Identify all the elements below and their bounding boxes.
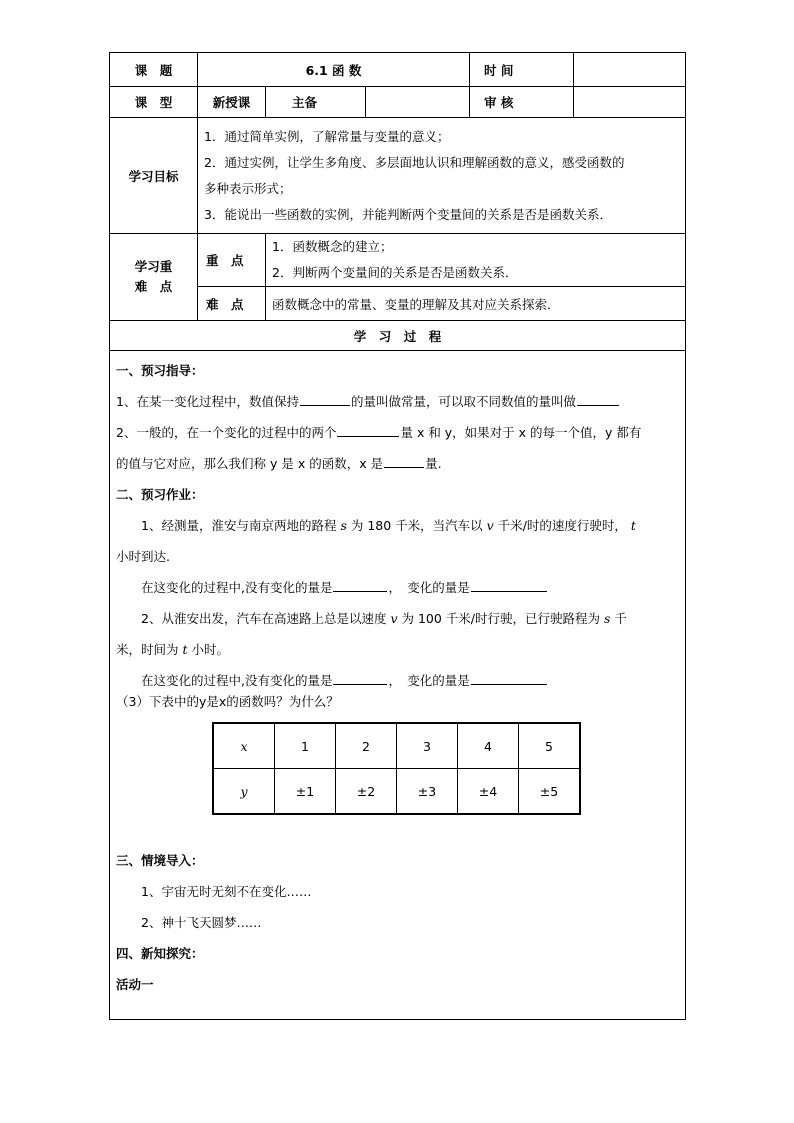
s3-line-2: 2、神十飞天圆梦…… (141, 915, 262, 930)
review-value[interactable] (574, 87, 686, 118)
x-label: x (213, 723, 275, 769)
keypoints-label (110, 234, 198, 321)
lesson-plan-table (109, 52, 686, 1020)
s3-line-1: 1、宇宙无时无刻不在变化…… (141, 884, 312, 899)
prep-value[interactable] (366, 87, 470, 118)
section-4-title: 四、新知探究： (116, 946, 204, 961)
lesson-plan-page (109, 52, 685, 1020)
activity-1-title: 活动一 (116, 977, 154, 992)
topic-label: 课 题 (110, 53, 198, 87)
y-value: ±4 (458, 769, 519, 815)
type-value: 新授课 (198, 87, 266, 118)
xy-table (212, 722, 581, 815)
section-1-title: 一、预习指导： (116, 363, 204, 378)
topic-value: 6.1 函 数 (198, 53, 470, 87)
answer-blank[interactable] (337, 424, 399, 437)
objective-item: 多种表示形式； (204, 180, 292, 196)
time-label: 时 间 (470, 53, 574, 87)
y-value: ±5 (519, 769, 581, 815)
objectives-label: 学习目标 (110, 118, 198, 234)
s1-line-2: 2、一般的，在一个变化的过程中的两个 量 x 和 y，如果对于 x 的每一个值，y 都有 (116, 425, 642, 440)
y-value: ±1 (275, 769, 336, 815)
answer-blank[interactable] (471, 579, 547, 592)
key-item: 2．判断两个变量间的关系是否是函数关系． (272, 265, 518, 280)
s2-problem-2: 2、从淮安出发，汽车在高速路上总是以速度 v 为 100 千米/时行驶，已行驶路程为 s 千 (141, 611, 627, 626)
key-label: 重 点 (198, 234, 266, 287)
review-label: 审 核 (470, 87, 574, 118)
section-3-title: 三、情境导入： (116, 853, 204, 868)
s2-problem-3: （3）下表中的y是x的函数吗？为什么？ (116, 694, 339, 709)
y-value: ±3 (397, 769, 458, 815)
s2-problem-2-question: 在这变化的过程中,没有变化的量是 ， 变化的量是 (116, 665, 679, 696)
answer-blank[interactable] (577, 393, 619, 406)
x-row (213, 723, 580, 769)
s1-line-1: 1、在某一变化过程中，数值保持 的量叫做常量，可以取不同数值的量叫做 (116, 386, 679, 417)
x-value: 5 (519, 723, 581, 769)
y-label: y (213, 769, 275, 815)
x-value: 2 (336, 723, 397, 769)
x-value: 3 (397, 723, 458, 769)
objective-item: 2．通过实例，让学生多角度、多层面地认识和理解函数的意义，感受函数的 (204, 154, 625, 170)
s2-problem-1-cont: 小时到达. (116, 549, 170, 564)
section-2-title: 二、预习作业： (116, 487, 204, 502)
diff-label: 难 点 (198, 287, 266, 321)
answer-blank[interactable] (333, 672, 387, 685)
s2-problem-2-cont: 米，时间为 t 小时。 (116, 642, 230, 657)
key-content (266, 234, 686, 287)
answer-blank[interactable] (384, 455, 424, 468)
x-value: 1 (275, 723, 336, 769)
keypoints-label-line2: 难 点 (134, 279, 173, 294)
answer-blank[interactable] (300, 393, 350, 406)
objectives-content (198, 118, 686, 234)
time-value[interactable] (574, 53, 686, 87)
type-label: 课 型 (110, 87, 198, 118)
objective-item: 3．能说出一些函数的实例，并能判断两个变量间的关系是否是函数关系． (204, 206, 612, 222)
s2-problem-1: 1、经测量，淮安与南京两地的路程 s 为 180 千米，当汽车以 v 千米/时的速度行驶时， t (141, 518, 636, 533)
y-row (213, 769, 580, 815)
prep-label: 主备 (266, 87, 366, 118)
keypoints-label-line1: 学习重 (134, 259, 173, 274)
answer-blank[interactable] (333, 579, 387, 592)
diff-content: 函数概念中的常量、变量的理解及其对应关系探索． (266, 287, 686, 321)
s1-line-3: 的值与它对应，那么我们称 y 是 x 的函数，x 是 量. (116, 456, 442, 471)
process-content (110, 351, 686, 1020)
s2-problem-1-question: 在这变化的过程中,没有变化的量是 ， 变化的量是 (116, 572, 679, 603)
key-item: 1．函数概念的建立； (272, 239, 393, 254)
answer-blank[interactable] (471, 672, 547, 685)
objective-item: 1．通过简单实例，了解常量与变量的意义； (204, 128, 450, 144)
process-title: 学 习 过 程 (110, 321, 686, 351)
y-value: ±2 (336, 769, 397, 815)
x-value: 4 (458, 723, 519, 769)
